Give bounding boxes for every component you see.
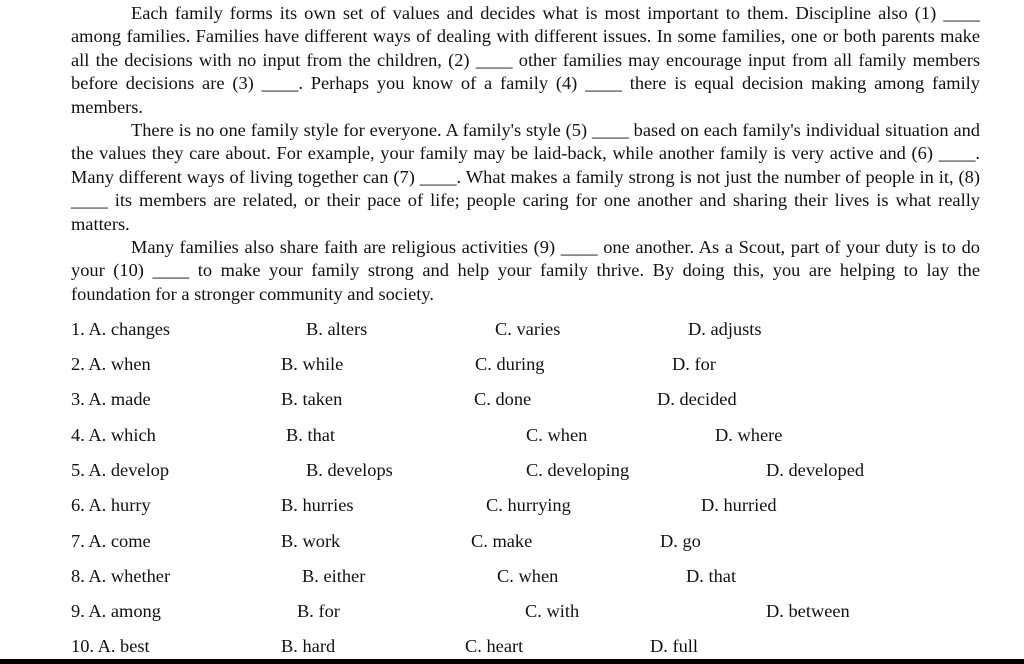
passage-paragraph-1: Each family forms its own set of values and decides what is most important to them. Discipline also (1) ____ among families. Families have different ways of dealing with different issues. In some families, one or both parents make all the decisions with no input from the children, (2) ____ other families may encourage input from all family members before decisions are (3) ____. Perhaps you know of a family (4) ____ there is equal decision making among family members.: [71, 3, 980, 117]
option-5-b: B. develops: [306, 460, 393, 480]
option-4-a: 4. A. which: [71, 425, 156, 445]
option-5-d: D. developed: [766, 460, 865, 480]
option-10-a: 10. A. best: [71, 636, 150, 656]
option-9-b: B. for: [297, 601, 340, 621]
option-3-b: B. taken: [281, 389, 343, 409]
option-3-c: C. done: [474, 389, 532, 409]
option-4-c: C. when: [526, 425, 588, 445]
option-3-a: 3. A. made: [71, 389, 151, 409]
option-10-d: D. full: [650, 636, 699, 656]
option-8-b: B. either: [302, 566, 366, 586]
option-6-d: D. hurried: [701, 495, 777, 515]
option-10-b: B. hard: [281, 636, 336, 656]
option-2-d: D. for: [672, 354, 716, 374]
option-4-b: B. that: [286, 425, 336, 445]
option-2-b: B. while: [281, 354, 344, 374]
option-9-d: D. between: [766, 601, 850, 621]
option-9-c: C. with: [525, 601, 580, 621]
option-2-c: C. during: [475, 354, 545, 374]
bottom-border: [0, 659, 1024, 664]
option-6-b: B. hurries: [281, 495, 354, 515]
option-1-c: C. varies: [495, 319, 561, 339]
option-8-a: 8. A. whether: [71, 566, 171, 586]
option-9-a: 9. A. among: [71, 601, 161, 621]
option-1-b: B. alters: [306, 319, 368, 339]
option-8-d: D. that: [686, 566, 737, 586]
option-7-b: B. work: [281, 531, 341, 551]
option-6-a: 6. A. hurry: [71, 495, 151, 515]
option-7-a: 7. A. come: [71, 531, 151, 551]
option-2-a: 2. A. when: [71, 354, 151, 374]
option-5-c: C. developing: [526, 460, 630, 480]
passage-paragraph-3: Many families also share faith are religious activities (9) ____ one another. As a Scout, part of your duty is to do your (10) ____ to make your family strong and help your family thrive. By doing this, you are helping to lay the foundation for a stronger community and society.: [71, 237, 980, 304]
option-6-c: C. hurrying: [486, 495, 571, 515]
option-1-d: D. adjusts: [688, 319, 762, 339]
option-4-d: D. where: [715, 425, 783, 445]
option-7-c: C. make: [471, 531, 533, 551]
passage-paragraph-2: There is no one family style for everyone. A family's style (5) ____ based on each family's individual situation and the values they care about. For example, your family may be laid-back, while another family is very active and (6) ____. Many different ways of living together can (7) ____. What makes a family strong is not just the number of people in it, (8) ____ its members are related, or their pace of life; people caring for one another and sharing their lives is what really matters.: [71, 120, 980, 234]
option-8-c: C. when: [497, 566, 559, 586]
option-7-d: D. go: [660, 531, 701, 551]
option-3-d: D. decided: [657, 389, 737, 409]
option-1-a: 1. A. changes: [71, 319, 171, 339]
option-5-a: 5. A. develop: [71, 460, 170, 480]
option-10-c: C. heart: [465, 636, 524, 656]
